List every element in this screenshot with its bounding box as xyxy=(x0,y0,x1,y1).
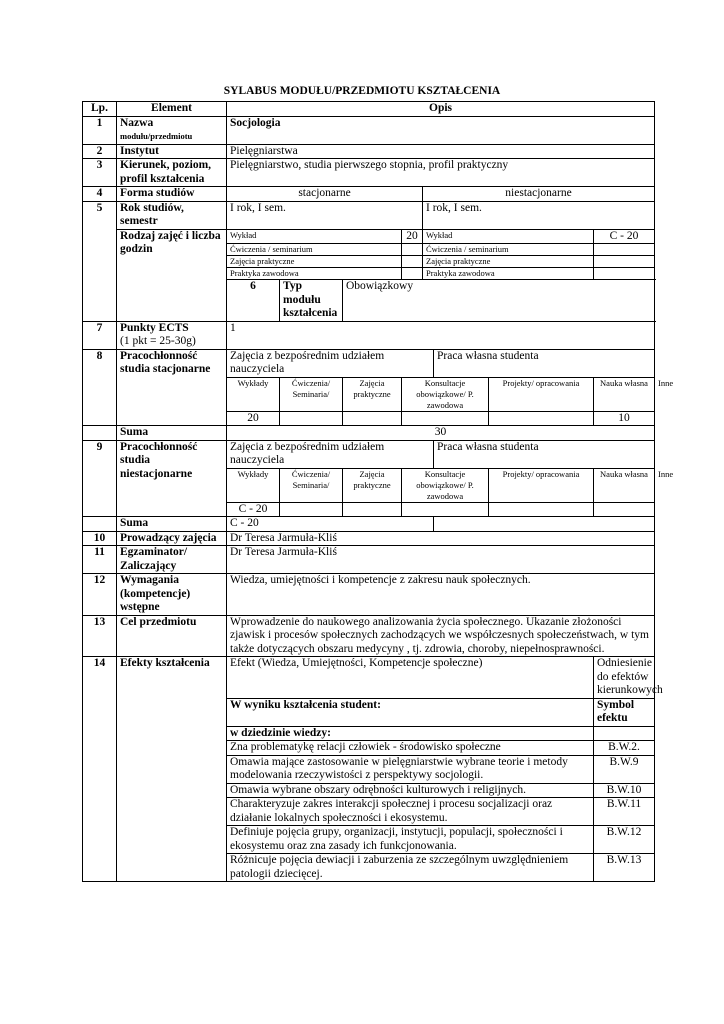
header-lp: Lp. xyxy=(83,102,117,117)
hours-name-niestac: Wykład xyxy=(423,229,594,244)
row-14-lp: 14 xyxy=(83,657,117,882)
row-9-lp: 9 xyxy=(83,440,117,517)
row-14 xyxy=(83,657,655,699)
row-2-lp: 2 xyxy=(83,144,117,159)
form-nonstationary: niestacjonarne xyxy=(423,187,655,202)
header-element: Element xyxy=(117,102,227,117)
page-title: SYLABUS MODUŁU/PRZEDMIOTU KSZTAŁCENIA xyxy=(223,85,501,97)
row-1-element-label: Nazwa xyxy=(120,116,154,129)
hours-value-niestac xyxy=(594,256,655,268)
domain-knowledge: w dziedzinie wiedzy: xyxy=(227,726,594,741)
module-type-value: Obowiązkowy xyxy=(343,280,655,322)
hours-name-stac: Ćwiczenia / seminarium xyxy=(227,244,402,256)
ects-value: 1 xyxy=(227,321,655,349)
row-7 xyxy=(83,321,655,349)
sum-value-niestac: C - 20 xyxy=(227,517,434,532)
row-10-lp: 10 xyxy=(83,531,117,546)
row-5-element: Rok studiów, semestr xyxy=(117,201,227,229)
row-13-lp: 13 xyxy=(83,615,117,657)
row-7-element-sub: (1 pkt = 25-30g) xyxy=(120,335,196,347)
header-opis: Opis xyxy=(227,102,655,117)
workload-header-niestac: Wykłady Ćwiczenia/ Seminaria/ Zajęcia praktyczne Konsultacje obowiązkowe/ P. zawodowa Projekty/ opracowania Nauka własna Inne xyxy=(83,468,655,502)
workload-header-stac: Wykłady Ćwiczenia/ Seminaria/ Zajęcia praktyczne Konsultacje obowiązkowe/ P. zawodowa Projekty/ opracowania Nauka własna Inne xyxy=(83,377,655,411)
effect-symbol: B.W.10 xyxy=(594,783,655,798)
objective-value: Wprowadzenie do naukowego analizowania życia społecznego. Ukazanie złożoności zjawisk i procesów społecznych zachodzących we współczesnych społeczeństwach, w tym także dotyczących obszaru medycyny , tj. zdrowia, choroby, niepełnosprawności. xyxy=(227,615,655,657)
row-1 xyxy=(83,116,655,144)
row-12-element: Wymagania (kompetencje) wstępne xyxy=(117,574,227,616)
year-nonstationary: I rok, I sem. xyxy=(423,201,655,229)
row-1-element-sub: modułu/przedmiotu xyxy=(120,131,193,141)
row-7-element xyxy=(117,321,227,349)
row-7-element-label: Punkty ECTS xyxy=(120,321,189,334)
hours-name-niestac: Ćwiczenia / seminarium xyxy=(423,244,594,256)
sum-label-niestac: Suma xyxy=(117,517,227,532)
val-exercises xyxy=(280,502,343,517)
row-4 xyxy=(83,187,655,202)
hours-name-niestac: Zajęcia praktyczne xyxy=(423,256,594,268)
hours-value-stac xyxy=(402,244,423,256)
col-practical: Zajęcia praktyczne xyxy=(343,468,402,502)
val-projects xyxy=(489,411,594,426)
col-exercises: Ćwiczenia/ Seminaria/ xyxy=(280,468,343,502)
hours-value-stac: 20 xyxy=(402,229,423,244)
row-2 xyxy=(83,144,655,159)
row-11-element: Egzaminator/ Zaliczający xyxy=(117,546,227,574)
self-study-label: Praca własna studenta xyxy=(434,440,655,468)
hours-value-niestac xyxy=(594,244,655,256)
effect-text: Definiuje pojęcia grupy, organizacji, instytucji, populacji, społeczności i ekosystemu oraz zna zasady ich funkcjonowania. xyxy=(227,826,594,854)
sum-value-stac: 30 xyxy=(227,426,655,441)
val-projects xyxy=(489,502,594,517)
hours-value-niestac: C - 20 xyxy=(594,229,655,244)
col-self-study: Nauka własna xyxy=(594,377,655,411)
row-6-lp: 6 xyxy=(227,280,280,322)
effect-text: Charakteryzuje zakres interakcji społecznej i procesu socjalizacji oraz działanie lokalnych społeczności i ekosystemu. xyxy=(227,798,594,826)
val-lectures: C - 20 xyxy=(227,502,280,517)
hours-row-1 xyxy=(83,229,655,244)
row-9-element: Pracochłonność studia niestacjonarne xyxy=(117,440,227,517)
row-1-element xyxy=(117,116,227,144)
row-3-element: Kierunek, poziom, profil kształcenia xyxy=(117,159,227,187)
header-row xyxy=(83,102,655,117)
row-4-element: Forma studiów xyxy=(117,187,227,202)
reference-header: Odniesienie do efektów kierunkowych xyxy=(594,657,655,699)
col-lectures: Wykłady xyxy=(227,468,280,502)
row-9 xyxy=(83,440,655,468)
col-lectures: Wykłady xyxy=(227,377,280,411)
row-8-sum xyxy=(83,426,655,441)
col-projects: Projekty/ opracowania xyxy=(489,377,594,411)
hours-name-stac: Zajęcia praktyczne xyxy=(227,256,402,268)
row-3 xyxy=(83,159,655,187)
col-projects: Projekty/ opracowania xyxy=(489,468,594,502)
val-practical xyxy=(343,411,402,426)
row-4-lp: 4 xyxy=(83,187,117,202)
row-9-sum xyxy=(83,517,655,532)
hours-name-stac: Wykład xyxy=(227,229,402,244)
val-self-study: 10 xyxy=(594,411,655,426)
institute-value: Pielęgniarstwa xyxy=(227,144,655,159)
row-7-lp: 7 xyxy=(83,321,117,349)
effect-header: Efekt (Wiedza, Umiejętności, Kompetencje społeczne) xyxy=(227,657,594,699)
hours-value-stac xyxy=(402,256,423,268)
sum-label-stac: Suma xyxy=(117,426,227,441)
col-practical: Zajęcia praktyczne xyxy=(343,377,402,411)
contact-hours-label: Zajęcia z bezpośrednim udziałem nauczyciela xyxy=(227,349,434,377)
row-13 xyxy=(83,615,655,657)
col-self-study: Nauka własna xyxy=(594,468,655,502)
col-consultations: Konsultacje obowiązkowe/ P. zawodowa xyxy=(402,377,489,411)
form-stationary: stacjonarne xyxy=(227,187,423,202)
effect-symbol: B.W.2. xyxy=(594,741,655,756)
row-2-element: Instytut xyxy=(117,144,227,159)
effect-text: Omawia mające zastosowanie w pielęgniarstwie wybrane teorie i metody modelowania rzeczywistości z perspektywy socjologii. xyxy=(227,755,594,783)
row-8 xyxy=(83,349,655,377)
examiner-value: Dr Teresa Jarmuła-Kliś xyxy=(227,546,655,574)
row-8-lp: 8 xyxy=(83,349,117,426)
row-12-lp: 12 xyxy=(83,574,117,616)
row-1-lp: 1 xyxy=(83,116,117,144)
row-10-element: Prowadzący zajęcia xyxy=(117,531,227,546)
val-self-study xyxy=(594,502,655,517)
symbol-header: Symbol efektu xyxy=(594,698,655,726)
contact-hours-label: Zajęcia z bezpośrednim udziałem nauczyciela xyxy=(227,440,434,468)
effect-text: Zna problematykę relacji człowiek - środowisko społeczne xyxy=(227,741,594,756)
self-study-label: Praca własna studenta xyxy=(434,349,655,377)
hours-element: Rodzaj zajęć i liczba godzin xyxy=(117,229,227,321)
row-11 xyxy=(83,546,655,574)
row-13-element: Cel przedmiotu xyxy=(117,615,227,657)
effect-symbol: B.W.11 xyxy=(594,798,655,826)
field-value: Pielęgniarstwo, studia pierwszego stopnia, profil praktyczny xyxy=(227,159,655,187)
row-5-lp: 5 xyxy=(83,201,117,321)
result-header: W wyniku kształcenia student: xyxy=(227,698,594,726)
subject-name: Socjologia xyxy=(227,116,655,144)
col-consultations: Konsultacje obowiązkowe/ P. zawodowa xyxy=(402,468,489,502)
hours-name-stac: Praktyka zawodowa xyxy=(227,268,402,280)
hours-name-niestac: Praktyka zawodowa xyxy=(423,268,594,280)
requirements-value: Wiedza, umiejętności i kompetencje z zakresu nauk społecznych. xyxy=(227,574,655,616)
effect-text: Omawia wybrane obszary odrębności kulturowych i religijnych. xyxy=(227,783,594,798)
lecturer-value: Dr Teresa Jarmuła-Kliś xyxy=(227,531,655,546)
val-practical xyxy=(343,502,402,517)
row-6-element: Typ modułu kształcenia xyxy=(280,280,343,322)
row-3-lp: 3 xyxy=(83,159,117,187)
val-consultations xyxy=(402,411,489,426)
effect-symbol: B.W.13 xyxy=(594,854,655,882)
col-exercises: Ćwiczenia/ Seminaria/ xyxy=(280,377,343,411)
row-10 xyxy=(83,531,655,546)
val-exercises xyxy=(280,411,343,426)
val-consultations xyxy=(402,502,489,517)
effect-text: Różnicuje pojęcia dewiacji i zaburzenia ze szczególnym uwzględnieniem patologii dziecięcej. xyxy=(227,854,594,882)
effect-symbol: B.W.9 xyxy=(594,755,655,783)
hours-value-niestac xyxy=(594,268,655,280)
hours-value-stac xyxy=(402,268,423,280)
syllabus-table xyxy=(82,101,674,882)
year-stationary: I rok, I sem. xyxy=(227,201,423,229)
row-8-element: Pracochłonność studia stacjonarne xyxy=(117,349,227,426)
effect-symbol: B.W.12 xyxy=(594,826,655,854)
row-11-lp: 11 xyxy=(83,546,117,574)
row-12 xyxy=(83,574,655,616)
row-14-element: Efekty kształcenia xyxy=(117,657,227,882)
row-5 xyxy=(83,201,655,229)
val-lectures: 20 xyxy=(227,411,280,426)
